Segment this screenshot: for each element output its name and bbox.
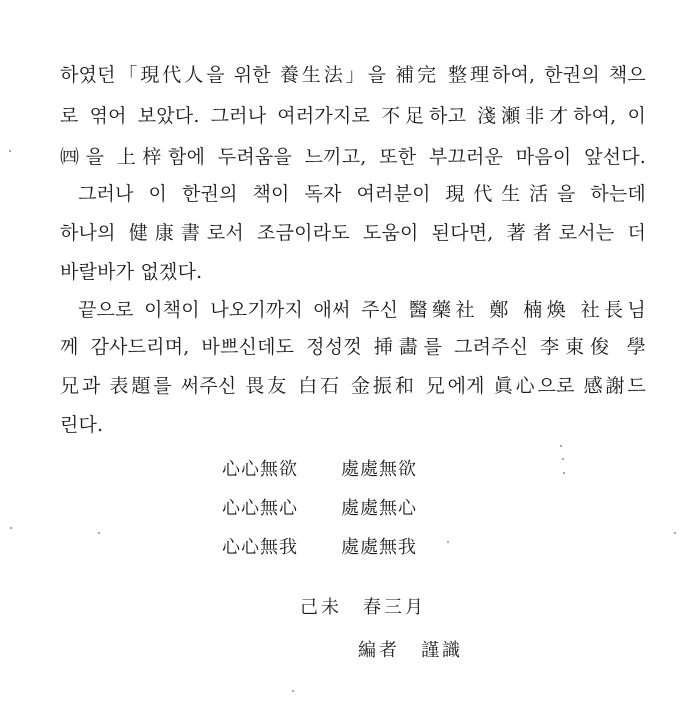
body-line: 兄과 表題를 써주신 畏友 白石 金振和 兄에게 眞心으로 感謝드 (60, 375, 646, 397)
body-line: ㈣을 上梓함에 두려움을 느끼고, 또한 부끄러운 마음이 앞선다. (60, 146, 646, 168)
body-line: 하나의 健康書로서 조금이라도 도움이 된다면, 著者로서는 더 (60, 222, 646, 244)
signature-author: 編者 謹識 (358, 640, 463, 661)
scan-speck (292, 690, 294, 692)
body-line: 린다. (60, 414, 104, 436)
body-line: 그러나 이 한권의 책이 독자 여러분이 現代生活을 하는데 (78, 183, 646, 205)
signature-date: 己未 春三月 (300, 597, 426, 618)
scan-speck (9, 150, 11, 152)
poem-line-left: 心心無我 (222, 537, 298, 558)
poem-line-right: 處處無我 (341, 537, 417, 558)
scan-speck (560, 445, 562, 447)
scan-speck (563, 472, 565, 474)
scan-speck (674, 532, 676, 534)
body-line: 께 감사드리며, 바쁘신데도 정성껏 挿畵를 그려주신 李東俊 學 (60, 336, 646, 358)
scan-speck (10, 527, 12, 529)
scan-speck (447, 541, 449, 543)
poem-line-right: 處處無欲 (341, 459, 417, 480)
poem-line-left: 心心無心 (222, 498, 298, 519)
body-line: 로 엮어 보았다. 그러나 여러가지로 不足하고 淺瀬非才하여, 이 (60, 105, 646, 127)
scan-speck (562, 458, 564, 460)
poem-line-right: 處處無心 (341, 498, 417, 519)
body-line: 하였던「現代人을 위한 養生法」을 補完 整理하여, 한권의 책으 (60, 64, 646, 86)
body-line: 끝으로 이책이 나오기까지 애써 주신 醫藥社 鄭 楠煥 社長님 (78, 299, 646, 321)
scan-speck (98, 532, 100, 534)
poem-line-left: 心心無欲 (222, 459, 298, 480)
body-line: 바랄바가 없겠다. (60, 261, 203, 283)
